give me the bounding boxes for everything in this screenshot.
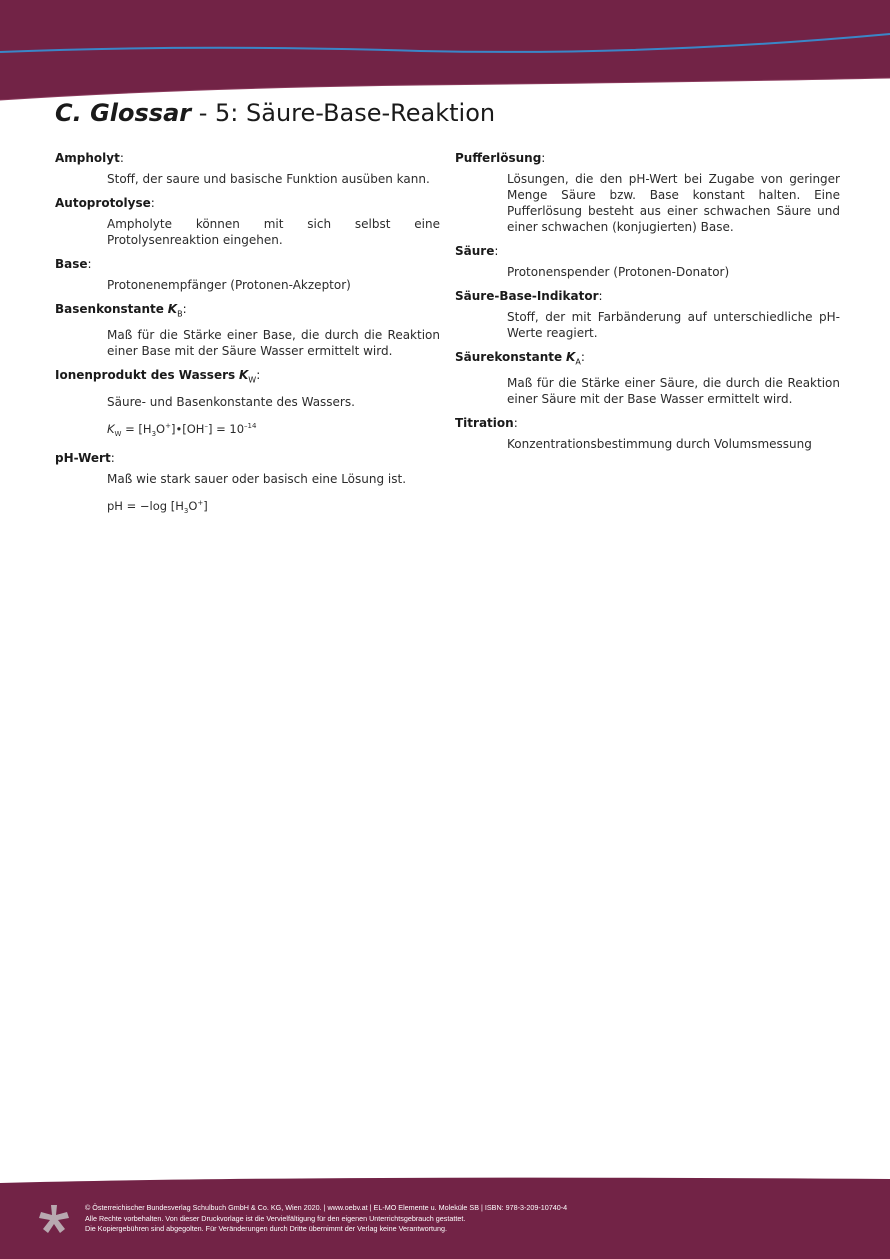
footer-line: © Österreichischer Bundesverlag Schulbuch GmbH & Co. KG, Wien 2020. | www.oebv.at | EL-MO Elemente u. Moleküle SB | ISBN: 978-3-209-10740-4 xyxy=(85,1203,568,1212)
definition: Maß für die Stärke einer Base, die durch die Reaktion einer Base mit der Säure Wasser ermittelt wird. xyxy=(107,328,440,359)
footer-copyright xyxy=(85,1203,785,1235)
glossary-entry: Säure-Base-Indikator: Stoff, der mit Farbänderung auf unterschiedliche pH-Werte reagiert. xyxy=(455,289,840,340)
definition: Konzentrationsbestimmung durch Volumsmessung xyxy=(507,437,812,452)
term-indikator: Säure-Base-Indikator xyxy=(455,289,599,303)
definition: Ampholyte können mit sich selbst eine Protolysenreaktion eingehen. xyxy=(107,217,440,247)
definition: Protonenspender (Protonen-Donator) xyxy=(507,265,730,279)
glossary-right-column xyxy=(455,150,840,460)
term-variable: K xyxy=(238,368,249,383)
glossary-left-column xyxy=(55,150,440,527)
header-banner xyxy=(0,0,890,110)
definition: Stoff, der mit Farbänderung auf unterschiedliche pH-Werte reagiert. xyxy=(507,310,840,340)
glossary-entry: Base: Protonenempfänger (Protonen-Akzeptor) xyxy=(55,256,440,293)
publisher-logo-icon xyxy=(38,1203,70,1235)
definition: Protonenempfänger (Protonen-Akzeptor) xyxy=(107,278,351,292)
kw-formula: $K_W$ = $[H_3O^+]•[OH^-] = 10^{-14}$ xyxy=(107,421,257,438)
term-base: Base xyxy=(55,257,88,271)
term-titration: Titration xyxy=(455,416,514,431)
title-prefix: C. Glossar xyxy=(55,99,192,127)
term-basenkonstante: Basenkonstante xyxy=(55,302,164,316)
page-title xyxy=(55,99,495,127)
glossary-entry: Titration: Konzentrationsbestimmung durch Volumsmessung xyxy=(455,415,840,452)
term-autoprotolyse: Autoprotolyse xyxy=(55,196,151,210)
glossary-entry: Säurekonstante $K_A$: Maß für die Stärke einer Säure, die durch die Reaktion einer Säure mit der Base Wasser ermittelt wird. xyxy=(455,350,840,407)
glossary-entry: Ampholyt: Stoff, der saure und basische Funktion ausüben kann. xyxy=(55,150,440,187)
term-variable: K xyxy=(566,350,576,364)
glossary-entry: Pufferlösung: Lösungen, die den pH-Wert bei Zugabe von geringer Menge Säure bzw. Base konstant halten. Eine Pufferlösung besteht aus einer schwachen Säure und einer schwachen (konjugierten) Base. xyxy=(455,151,840,234)
definition: Säure- und Basenkonstante des Wassers. xyxy=(107,394,355,409)
term-variable: K xyxy=(167,302,178,316)
term-ionenprodukt: Ionenprodukt des Wassers xyxy=(55,368,236,383)
definition: Maß für die Stärke einer Säure, die durch die Reaktion einer Säure mit der Base Wasser ermittelt wird. xyxy=(507,376,840,407)
glossary-entry: pH-Wert: Maß wie stark sauer oder basisch eine Lösung ist. pH = −log $[H_3O^+]$ xyxy=(55,450,440,519)
glossary-entry: Basenkonstante $K_B$: Maß für die Stärke einer Base, die durch die Reaktion einer Base mit der Säure Wasser ermittelt wird. xyxy=(55,302,440,359)
definition: Lösungen, die den pH-Wert bei Zugabe von geringer Menge Säure bzw. Base konstant halten. Eine Pufferlösung besteht aus einer schwachen Säure und einer schwachen (konjugierten) Base. xyxy=(507,172,840,234)
ph-formula: pH = −log $[H_3O^+]$ xyxy=(107,498,208,516)
term-pufferloesung: Pufferlösung xyxy=(455,151,542,165)
term-saeurekonstante: Säurekonstante xyxy=(455,350,563,364)
term-subscript: W xyxy=(248,375,257,385)
glossary-entry: Autoprotolyse: Ampholyte können mit sich selbst eine Protolysenreaktion eingehen. xyxy=(55,196,440,247)
term-saeure: Säure xyxy=(455,244,495,258)
definition: Maß wie stark sauer oder basisch eine Lösung ist. xyxy=(107,471,407,486)
glossary-entry: Säure: Protonenspender (Protonen-Donator) xyxy=(455,243,840,280)
footer-line: Die Kopiergebühren sind abgegolten. Für Veränderungen durch Dritte übernimmt der Verlag keine Verantwortung. xyxy=(85,1224,447,1233)
term-ampholyt: Ampholyt xyxy=(55,151,120,165)
term-ph-wert: pH-Wert xyxy=(55,450,111,465)
glossary-entry: Ionenprodukt des Wassers $K_W$: Säure- und Basenkonstante des Wassers. $K_W$ = $[H_3O^+]•[OH^-] = 10^{-14}$ xyxy=(55,367,440,442)
term-subscript: B xyxy=(177,309,183,319)
term-subscript: A xyxy=(575,357,581,367)
footer-line: Alle Rechte vorbehalten. Von dieser Druckvorlage ist die Vervielfältigung für den eigenen Unterrichtsgebrauch gestattet. xyxy=(85,1213,466,1223)
definition: Stoff, der saure und basische Funktion ausüben kann. xyxy=(107,172,430,186)
title-rest: - 5: Säure-Base-Reaktion xyxy=(191,99,496,127)
